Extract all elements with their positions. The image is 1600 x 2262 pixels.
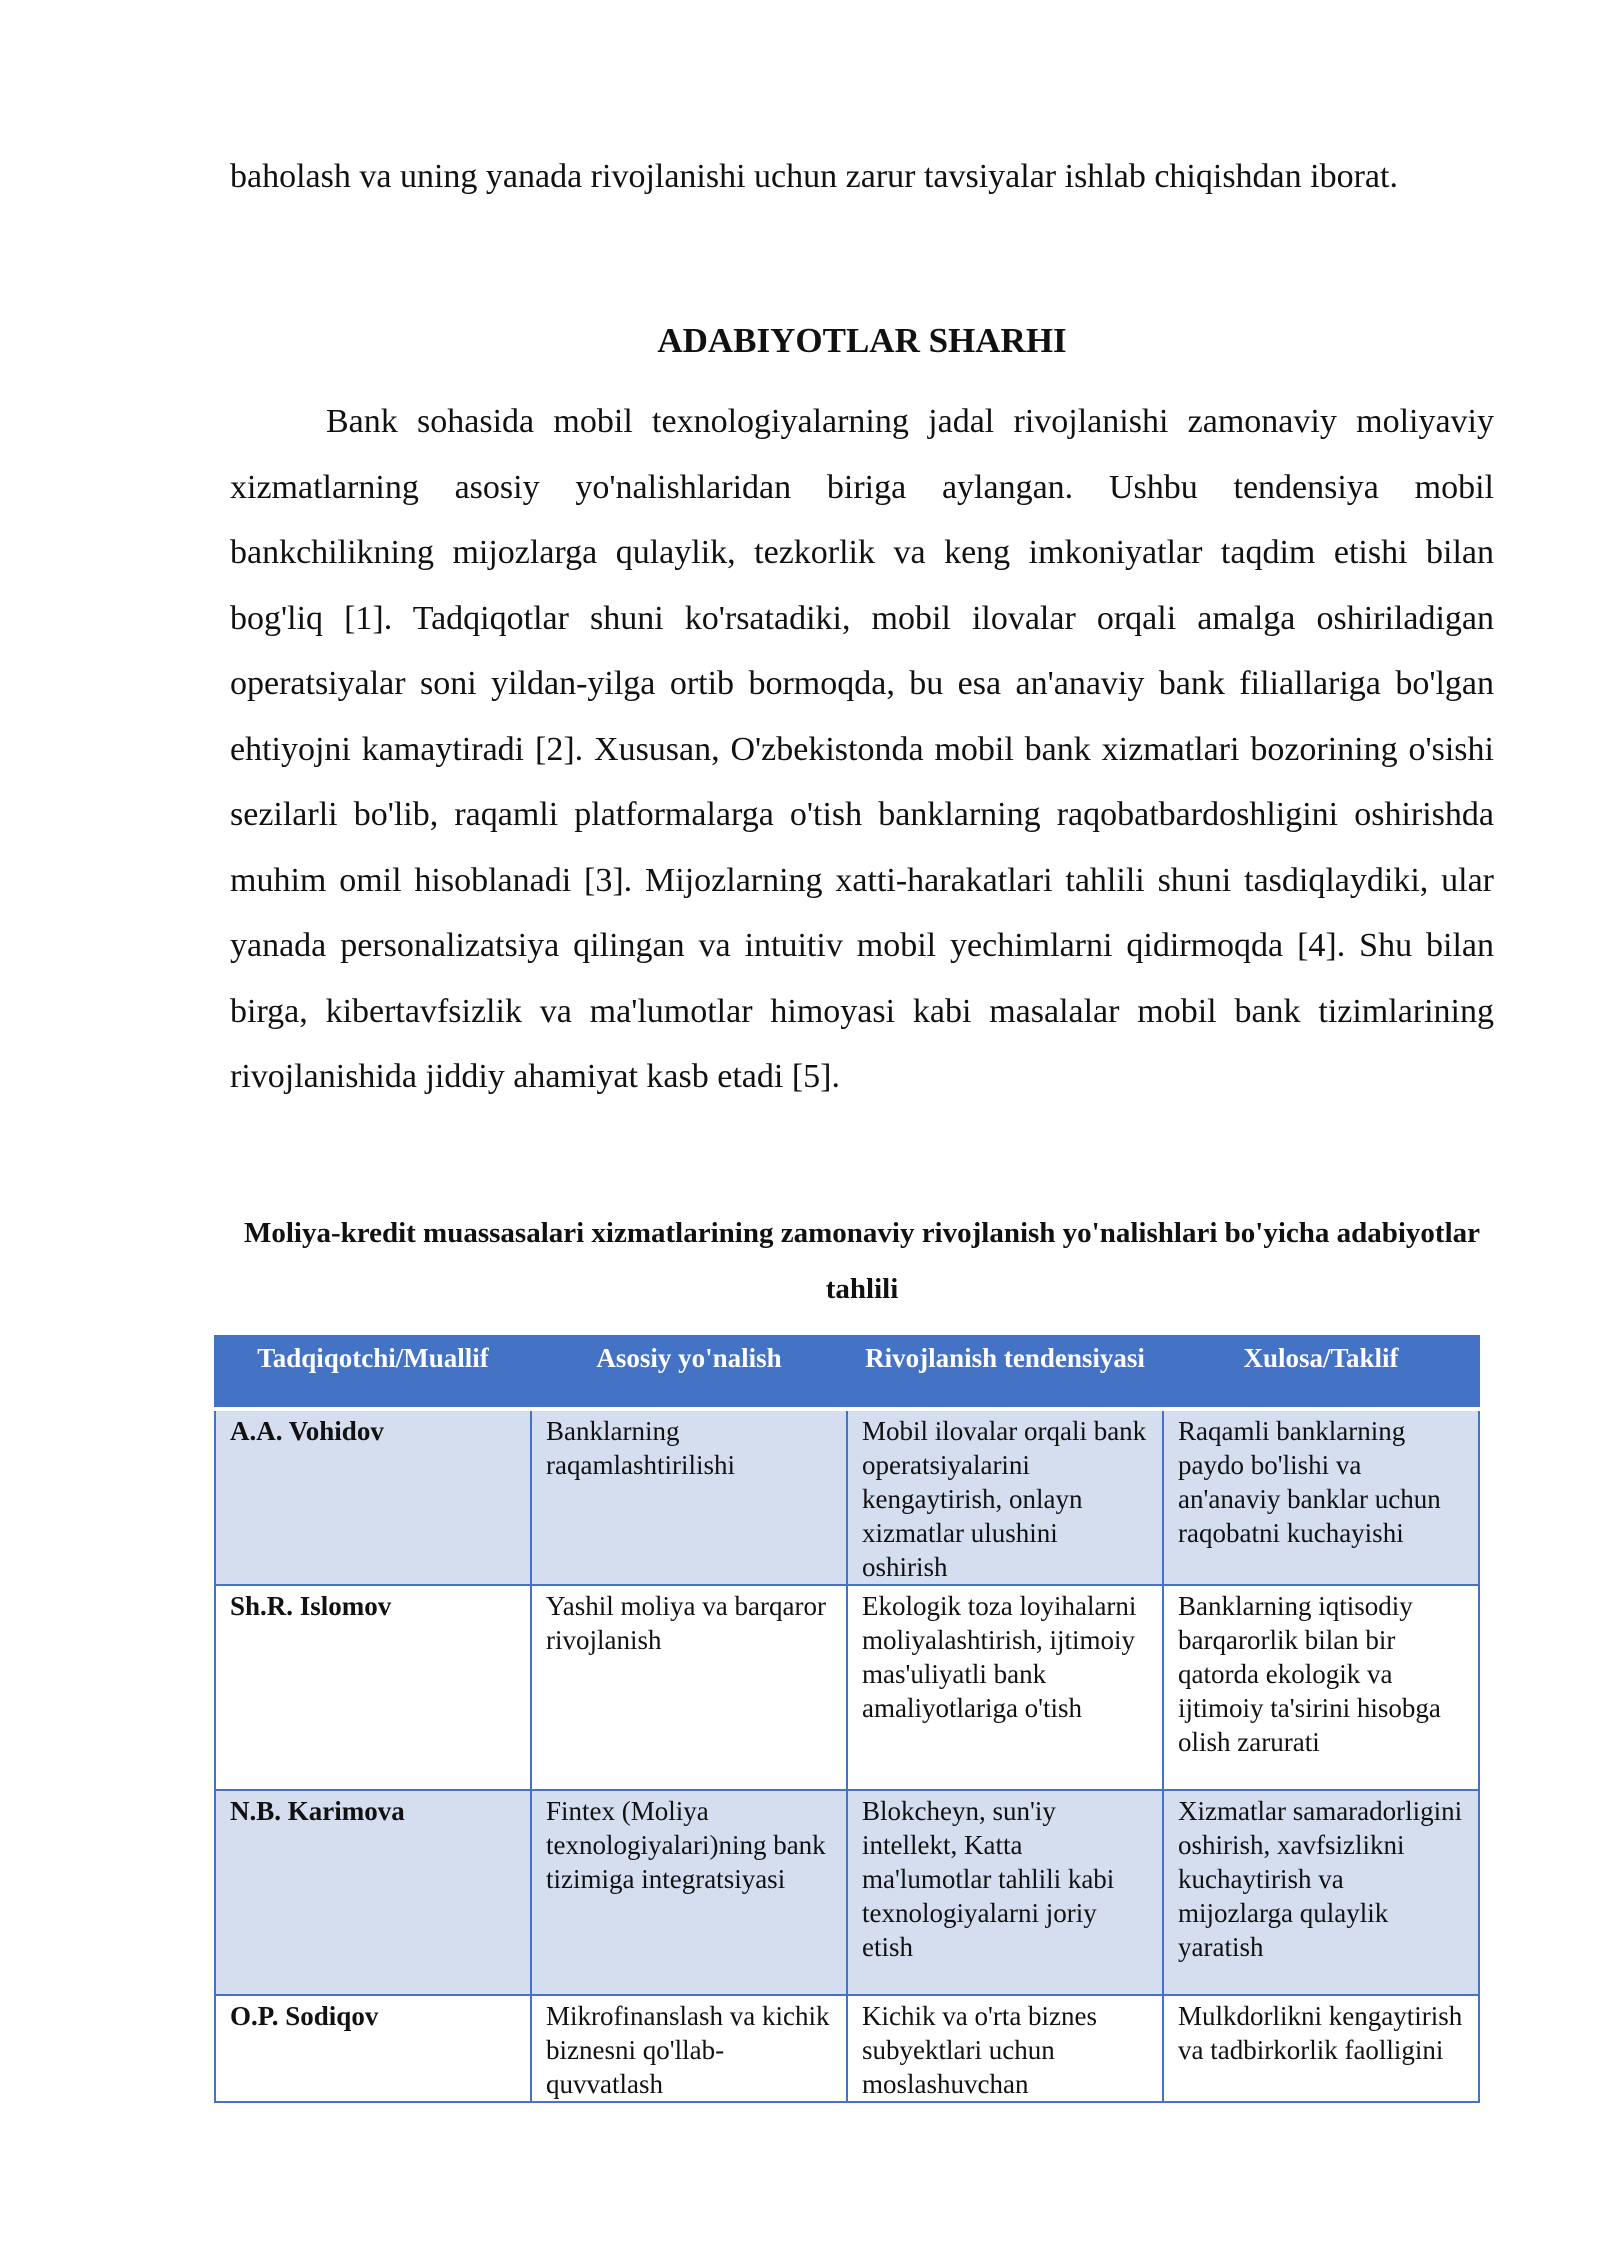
table-caption: Moliya-kredit muassasalari xizmatlarining zamonaviy rivojlanish yo'nalishlari bo'yicha adabiyotlar tahlili [243,1217,1481,1305]
cell-trend: Ekologik toza loyihalarni moliyalashtirish, ijtimoiy mas'uliyatli bank amaliyotlariga o'tish [847,1585,1163,1790]
table-row [215,1995,1479,2102]
cell-trend: Mobil ilovalar orqali bank operatsiyalarini kengaytirish, onlayn xizmatlar ulushini oshirish [847,1409,1163,1585]
cell-direction: Mikrofinanslash va kichik biznesni qo'llab-quvvatlash [531,1995,847,2102]
cell-conclusion: Xizmatlar samaradorligini oshirish, xavfsizlikni kuchaytirish va mijozlarga qulaylik yaratish [1163,1790,1479,1995]
table-row [215,1585,1479,1790]
cell-author: N.B. Karimova [215,1790,531,1995]
intro-paragraph: baholash va uning yanada rivojlanishi uchun zarur tavsiyalar ishlab chiqishdan iborat. [230,158,1398,195]
header-author: Tadqiqotchi/Muallif [215,1336,531,1409]
cell-conclusion: Raqamli banklarning paydo bo'lishi va an'anaviy banklar uchun raqobatni kuchayishi [1163,1409,1479,1585]
header-trend: Rivojlanish tendensiyasi [847,1336,1163,1409]
literature-table [214,1335,1480,2103]
table-row [215,1409,1479,1585]
literature-review-paragraph: Bank sohasida mobil texnologiyalarning jadal rivojlanishi zamonaviy moliyaviy xizmatlarning asosiy yo'nalishlaridan biriga aylangan. Ushbu tendensiya mobil bankchilikning mijozlarga qulaylik, tezkorlik va keng imkoniyatlar taqdim etishi bilan bog'liq [1]. Tadqiqotlar shuni ko'rsatadiki, mobil ilovalar orqali amalga oshiriladigan operatsiyalar soni yildan-yilga ortib bormoqda, bu esa an'anaviy bank filiallariga bo'lgan ehtiyojni kamaytiradi [2]. Xususan, O'zbekistonda mobil bank xizmatlari bozorining o'sishi sezilarli bo'lib, raqamli platformalarga o'tish banklarning raqobatbardoshligini oshirishda muhim omil hisoblanadi [3]. Mijozlarning xatti-harakatlari tahlili shuni tasdiqlaydiki, ular yanada personalizatsiya qilingan va intuitiv mobil yechimlarni qidirmoqda [4]. Shu bilan birga, kibertavfsizlik va ma'lumotlar himoyasi kabi masalalar mobil bank tizimlarining rivojlanishida jiddiy ahamiyat kasb etadi [5]. [230,403,1494,1095]
cell-trend: Blokcheyn, sun'iy intellekt, Katta ma'lumotlar tahlili kabi texnologiyalarni joriy etish [847,1790,1163,1995]
cell-conclusion: Banklarning iqtisodiy barqarorlik bilan bir qatorda ekologik va ijtimoiy ta'sirini hisobga olish zarurati [1163,1585,1479,1790]
cell-direction: Banklarning raqamlashtirilishi [531,1409,847,1585]
cell-direction: Yashil moliya va barqaror rivojlanish [531,1585,847,1790]
table-header-row [215,1336,1479,1409]
header-direction: Asosiy yo'nalish [531,1336,847,1409]
cell-direction: Fintex (Moliya texnologiyalari)ning bank tizimiga integratsiyasi [531,1790,847,1995]
cell-trend: Kichik va o'rta biznes subyektlari uchun moslashuvchan [847,1995,1163,2102]
header-conclusion: Xulosa/Taklif [1163,1336,1479,1409]
cell-conclusion: Mulkdorlikni kengaytirish va tadbirkorlik faolligini [1163,1995,1479,2102]
cell-author: O.P. Sodiqov [215,1995,531,2102]
section-heading: ADABIYOTLAR SHARHI [657,321,1067,360]
table-row [215,1790,1479,1995]
cell-author: Sh.R. Islomov [215,1585,531,1790]
cell-author: A.A. Vohidov [215,1409,531,1585]
